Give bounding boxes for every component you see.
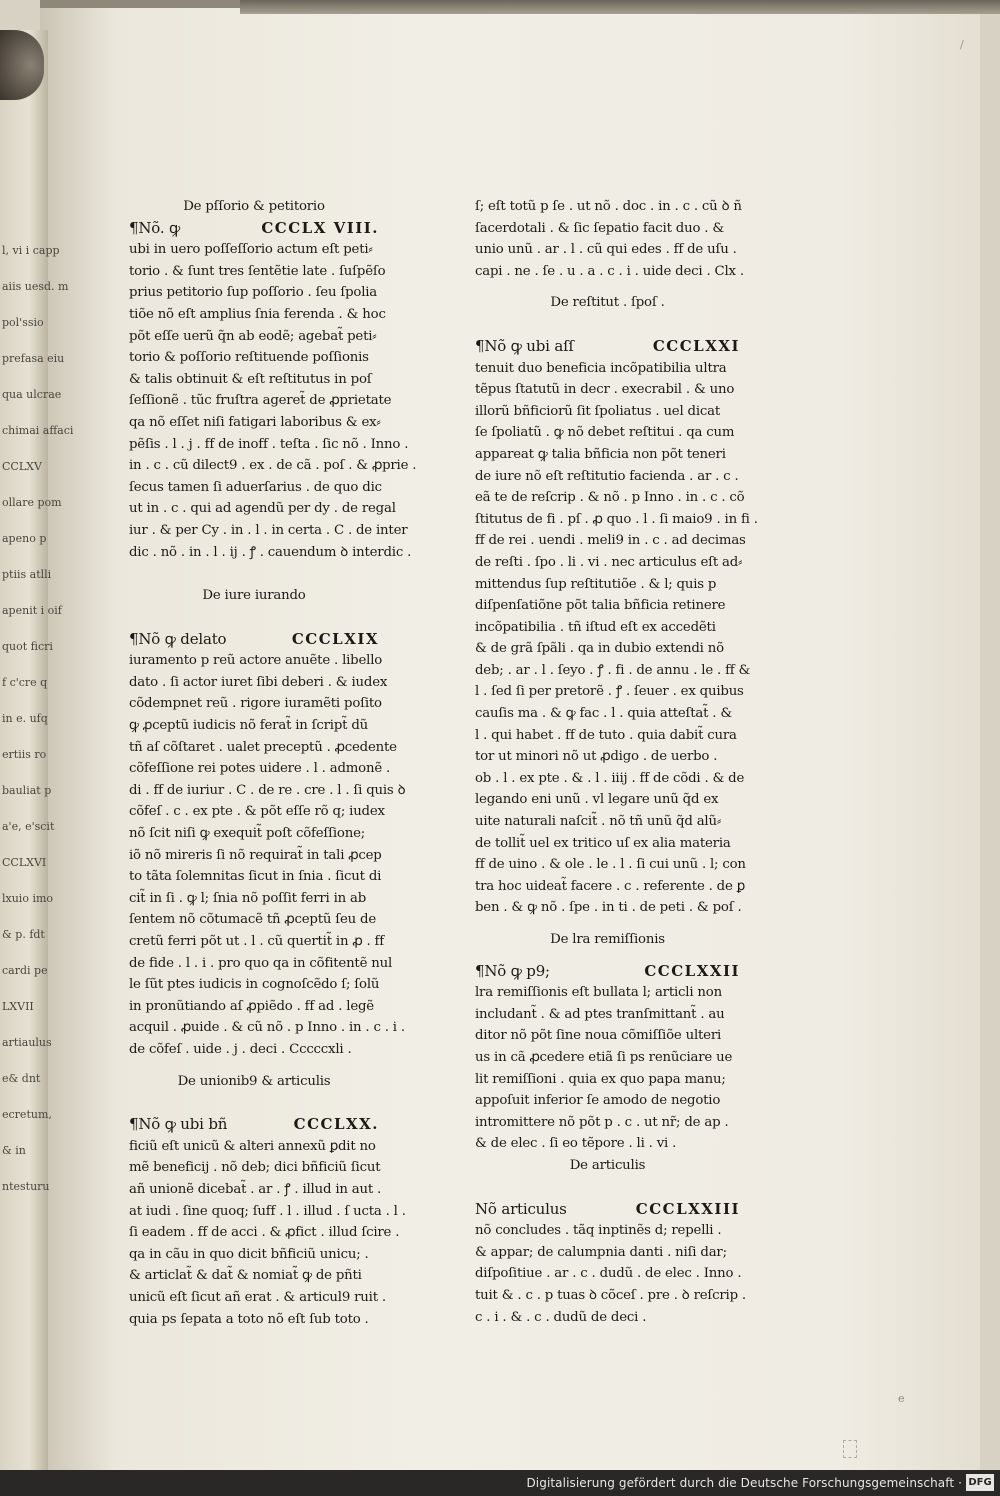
text-line: ſecus tamen ſi aduerſarius . de quo dic: [129, 479, 382, 495]
dfg-logo: DFG: [966, 1474, 994, 1491]
facing-page-edge: [0, 30, 74, 1470]
decision-number: CCCLX VIII.: [261, 218, 379, 237]
text-line: tiõe nõ eſt amplius ſnia ferenda . & hoc: [129, 306, 386, 322]
facing-page-fragment: LXVII: [2, 1000, 34, 1013]
facing-page-fragment: ntesturu: [2, 1180, 50, 1193]
text-line: c . i . & . c . dudũ de deci .: [475, 1309, 647, 1325]
text-line: intromittere nõ põt p . c . ut nr̃; de ap .: [475, 1114, 729, 1130]
text-line: incõpatibilia . tñ iſtud eſt ex accedẽti: [475, 619, 716, 635]
text-line: uite naturali naſcit̃ . nõ tñ unũ q̃d alũ⸗: [475, 814, 722, 830]
text-line: cõdempnet reũ . rigore iuramẽti poſito: [129, 696, 382, 712]
footer-bar: [0, 1470, 1000, 1496]
text-line: capi . ne . ſe . u . a . c . i . uide deci . Clx .: [475, 263, 744, 279]
text-line: lra remiſſionis eſt bullata l; articli non: [475, 985, 722, 1001]
text-line: ff de uino . & ole . le . l . ſi cui unũ . l; con: [475, 857, 746, 873]
spacer: [129, 607, 379, 629]
text-line: dic . nõ . in . l . ij . ꝭ . cauendum ꝺ interdic .: [129, 544, 412, 560]
entry-header: [475, 336, 740, 358]
facing-page-fragment: bauliat p: [2, 784, 52, 797]
text-line: quia ps ſepata a toto nõ eſt ſub toto .: [129, 1311, 369, 1327]
facing-page-fragment: in e. ufq: [2, 712, 48, 725]
entry-lead: Nõ articulus: [475, 1199, 567, 1218]
text-line: includant̃ . & ad ptes tranſmittant̃ . au: [475, 1006, 725, 1022]
text-line: iuramento p reũ actore anuẽte . libello: [129, 653, 383, 669]
text-line: tẽpus ſtatutũ in decr . execrabil . & uno: [475, 382, 735, 398]
text-line: cõfeſ . c . ex pte . & põt eſſe rõ q; iudex: [129, 804, 385, 820]
text-line: ſe ſpoliatũ . ꝙ nõ debet reſtitui . qa cum: [475, 425, 735, 441]
text-line: ſtitutus de fi . pſ . ꝓ quo . l . ſi maio9 . in fi .: [475, 511, 758, 527]
text-line: unio unũ . ar . l . cũ qui edes . ff de uſu .: [475, 242, 737, 258]
facing-page-fragment: apeno p: [2, 532, 47, 545]
funding-notice: Digitalisierung gefördert durch die Deutsche Forschungsgemeinschaft ·: [526, 1476, 962, 1490]
right-text-column: [475, 196, 758, 1328]
text-line: iur . & per Cy . in . l . in certa . C . de inter: [129, 522, 408, 538]
text-line: ubi in uero poſſeſſorio actum eſt peti⸗: [129, 242, 373, 258]
text-line: ſacerdotali . & ſic ſepatio facit duo . &: [475, 220, 724, 236]
facing-page-fragment: ertiis ro: [2, 748, 47, 761]
facing-page-fragment: e& dnt: [2, 1072, 41, 1085]
section-heading: De iure iurando: [202, 588, 306, 604]
spacer: [475, 919, 740, 929]
text-line: de tollit̃ uel ex tritico uſ ex alia materia: [475, 835, 731, 851]
spacer: [475, 282, 740, 292]
text-line: torio . & ſunt tres ſentẽtie late . ſuſpẽſo: [129, 263, 386, 279]
text-line: nõ ſcit niſi ꝙ exequit̃ poſt cõfeſſione;: [129, 826, 366, 842]
text-line: tra hoc uideat̃ facere . c . referente . de ꝑ: [475, 878, 745, 894]
text-line: ꝙ ꝓceptũ iudicis nõ ferat̃ in ſcript̃ dũ: [129, 718, 369, 734]
text-line: ſeſſionẽ . tũc fruſtra ageret̃ de ꝓprietate: [129, 393, 392, 409]
facing-page-fragment: apenit i oif: [2, 604, 62, 617]
facing-page-fragment: ollare pom: [2, 496, 62, 509]
entry-lead: ¶Nõ ꝙ ubi bñ: [129, 1115, 228, 1134]
facing-page-fragment: lxuio imo: [2, 892, 54, 905]
text-line: at iudi . ſine quoq; ſuff . l . illud . ſ ucta . l .: [129, 1203, 406, 1219]
text-line: de reſti . ſpo . li . vi . nec articulus eſt ad⸗: [475, 554, 743, 570]
facing-page-fragment: a'e, e'scit: [2, 820, 55, 833]
facing-page-fragment: pol'ssio: [2, 316, 44, 329]
entry-header: [129, 1114, 379, 1136]
facing-page-fragment: ecretum,: [2, 1108, 52, 1121]
section-heading: De reſtitut . ſpoſ .: [550, 295, 665, 311]
facing-page-fragment: qua ulcrae: [2, 388, 62, 401]
text-line: & talis obtinuit & eſt reſtitutus in poſ: [129, 371, 372, 387]
text-line: & appar; de calumpnia danti . niſi dar;: [475, 1244, 727, 1260]
text-line: de fide . l . i . pro quo qa in cõfitentẽ nul: [129, 955, 393, 971]
text-line: iõ nõ mireris ſi nõ requirat̃ in tali ꝓcep: [129, 847, 382, 863]
text-line: deb; . ar . l . ſeyo . ꝭ . fi . de annu . le . ff &: [475, 662, 751, 678]
section-heading: De articulis: [569, 1157, 646, 1173]
text-line: diſpoſitiue . ar . c . dudũ . de elec . Inno .: [475, 1266, 742, 1282]
text-line: põt eſſe uerũ q̃n ab eodẽ; agebat̃ peti⸗: [129, 328, 377, 344]
text-line: & de grã ſpãli . qa in dubio extendi nõ: [475, 641, 724, 657]
library-stamp: [843, 1440, 857, 1458]
text-line: añ unionẽ dicebat̃ . ar . ꝭ . illud in aut .: [129, 1181, 382, 1197]
text-line: illorũ bñficiorũ ſit ſpoliatus . uel dicat: [475, 403, 721, 419]
text-line: dato . ſi actor iuret ſibi deberi . & iudex: [129, 674, 388, 690]
entry-header: [129, 218, 379, 240]
text-line: tñ aſ cõſtaret . ualet preceptũ . ꝓcedente: [129, 739, 397, 755]
decision-number: CCCLXXII: [644, 961, 740, 980]
text-line: ſi eadem . ff de acci . & ꝓfict . illud ſcire .: [129, 1225, 400, 1241]
text-line: unicũ eſt ſicut añ erat . & articul9 ruit .: [129, 1289, 386, 1305]
text-line: ff de rei . uendi . meli9 in . c . ad decimas: [475, 533, 746, 549]
text-line: appoſuit inferior ſe amodo de negotio: [475, 1093, 721, 1109]
text-line: ut in . c . qui ad agendũ per dy . de regal: [129, 501, 396, 517]
text-line: & de elec . ſi eo tẽpore . li . vi .: [475, 1136, 677, 1152]
text-line: ben . & ꝙ nõ . ſpe . in ti . de peti . & poſ .: [475, 900, 742, 916]
entry-lead: ¶Nõ ꝙ p9;: [475, 961, 550, 980]
text-line: ſentem nõ cõtumacẽ tñ ꝓceptũ ſeu de: [129, 912, 376, 928]
text-line: cit̃ in ſi . ꝙ l; ſnia nõ poſſit ferri in ab: [129, 890, 367, 906]
spacer: [129, 563, 379, 585]
text-line: prius petitorio ſup poſſorio . ſeu ſpolia: [129, 285, 378, 301]
text-line: cõfeſſione rei potes uidere . l . admonẽ .: [129, 761, 391, 777]
text-line: nõ concludes . tãq inptinẽs d; repelli .: [475, 1223, 722, 1239]
facing-page-fragment: quot ficri: [2, 640, 53, 653]
facing-page-fragment: & p. fdt: [2, 928, 45, 941]
facing-page-fragment: CCLXV: [2, 460, 42, 473]
text-line: qa nõ eſſet niſi fatigari laboribus & ex⸗: [129, 414, 381, 430]
text-line: legando eni unũ . vl legare unũ q̃d ex: [475, 792, 719, 808]
text-line: to tãta ſolemnitas ſicut in ſnia . ſicut di: [129, 869, 382, 885]
entry-lead: ¶Nõ ꝙ delato: [129, 629, 227, 648]
facing-page-fragment: cardi pe: [2, 964, 48, 977]
facing-page-fragment: & in: [2, 1144, 26, 1157]
text-line: cretũ ferri põt ut . l . cũ quertit̃ in ꝓ . ff: [129, 934, 384, 949]
entry-lead: ¶Nõ ꝙ ubi aſſ: [475, 336, 574, 355]
section-heading: De pſſorio & petitorio: [183, 199, 325, 214]
facing-page-fragment: ptiis atlli: [2, 568, 52, 581]
text-line: & articlat̃ & dat̃ & nomiat̃ ꝙ de pñti: [129, 1268, 362, 1284]
facing-page-fragment: l, vi i capp: [2, 244, 60, 257]
facing-page-fragment: prefasa eiu: [2, 352, 65, 365]
text-line: ditor nõ põt ſine noua cõmiſſiõe ulteri: [475, 1028, 722, 1044]
text-line: us in cã ꝓcedere etiã ſi ps renũciare ue: [475, 1049, 733, 1065]
facing-page-fragment: CCLXVI: [2, 856, 47, 869]
text-line: acquil . ꝓuide . & cũ nõ . p Inno . in . c . i .: [129, 1020, 405, 1036]
entry-header: [475, 961, 740, 983]
spacer: [129, 1092, 379, 1114]
spacer: [475, 314, 740, 336]
text-line: torio & poſſorio reſtituende poſſionis: [129, 350, 369, 366]
decision-number: CCCLXIX: [291, 629, 379, 648]
text-line: de iure nõ eſt reſtitutio facienda . ar . c .: [475, 468, 739, 484]
text-line: pẽſis . l . j . ff de inoff . teſta . ſic nõ . Inno .: [129, 436, 409, 452]
text-line: ficiũ eſt unicũ & alteri annexũ ꝑdit no: [129, 1138, 376, 1154]
decision-number: CCCLXXIII: [635, 1199, 740, 1218]
facing-page-fragment: chimai affaci: [2, 424, 74, 437]
spacer: [475, 1177, 740, 1199]
text-line: mẽ beneficij . nõ deb; dici bñficiũ ſicut: [129, 1160, 381, 1176]
text-line: l . ſed ſi per pretorẽ . ꝭ . ſeuer . ex quibus: [475, 684, 744, 700]
decision-number: CCCLXX.: [293, 1115, 379, 1134]
page-top-edge: [240, 0, 1000, 14]
spacer: [129, 1061, 379, 1071]
text-line: di . ff de iuriur . C . de re . cre . l . ſi quis ꝺ: [129, 782, 406, 798]
section-heading: De lra remiſſionis: [550, 932, 665, 947]
margin-tick: /: [960, 38, 964, 51]
text-line: l . qui habet . ff de tuto . quia dabit̃ cura: [475, 727, 737, 743]
entry-lead: ¶Nõ. ꝙ: [129, 218, 181, 237]
facing-page-fragment: f c'cre q: [2, 676, 48, 689]
facing-page-fragment: artiaulus: [2, 1036, 52, 1049]
entry-header: [129, 629, 379, 651]
margin-mark: e: [898, 1392, 905, 1405]
decision-number: CCCLXXI: [652, 336, 740, 355]
text-line: le ſũt ptes iudicis in cognoſcẽdo ſ; ſolũ: [129, 977, 380, 993]
text-line: in pronũtiando aſ ꝓpiẽdo . ff ad . legẽ: [129, 998, 374, 1014]
text-line: mittendus ſup reſtitutiõe . & l; quis p: [475, 576, 717, 592]
text-line: ſ; eſt totũ p ſe . ut nõ . doc . in . c . cũ ꝺ ñ: [475, 199, 742, 214]
text-line: diſpenſatiõne põt talia bñficia retinere: [475, 598, 726, 614]
left-text-column: [129, 196, 417, 1330]
text-line: tenuit duo beneficia incõpatibilia ultra: [475, 360, 727, 376]
text-line: lit remiſſioni . quia ex quo papa manu;: [475, 1071, 726, 1087]
text-line: in . c . cũ dilect9 . ex . de cã . poſ . & ꝓprie .: [129, 458, 417, 474]
entry-header: [475, 1199, 740, 1221]
text-line: eã te de reſcrip . & nõ . p Inno . in . c . cõ: [475, 490, 745, 506]
text-line: tor ut minori nõ ut ꝓdigo . de uerbo .: [475, 749, 718, 765]
spacer: [475, 951, 740, 961]
text-line: tuit & . c . p tuas ꝺ cõceſ . pre . ꝺ reſcrip .: [475, 1287, 746, 1303]
section-heading: De unionib9 & articulis: [177, 1073, 331, 1089]
text-line: appareat ꝙ talia bñficia non põt teneri: [475, 446, 726, 462]
text-line: cauſis ma . & ꝙ fac . l . quia atteſtat̃ . &: [475, 706, 732, 722]
text-line: ob . l . ex pte . & . l . iiij . ff de cõdi . & de: [475, 770, 745, 786]
text-line: qa in cãu in quo dicit bñficiũ unicu; .: [129, 1246, 369, 1262]
facing-page-fragment: aiis uesd. m: [2, 280, 69, 293]
text-line: de cõfeſ . uide . j . deci . Cccccxli .: [129, 1041, 352, 1057]
